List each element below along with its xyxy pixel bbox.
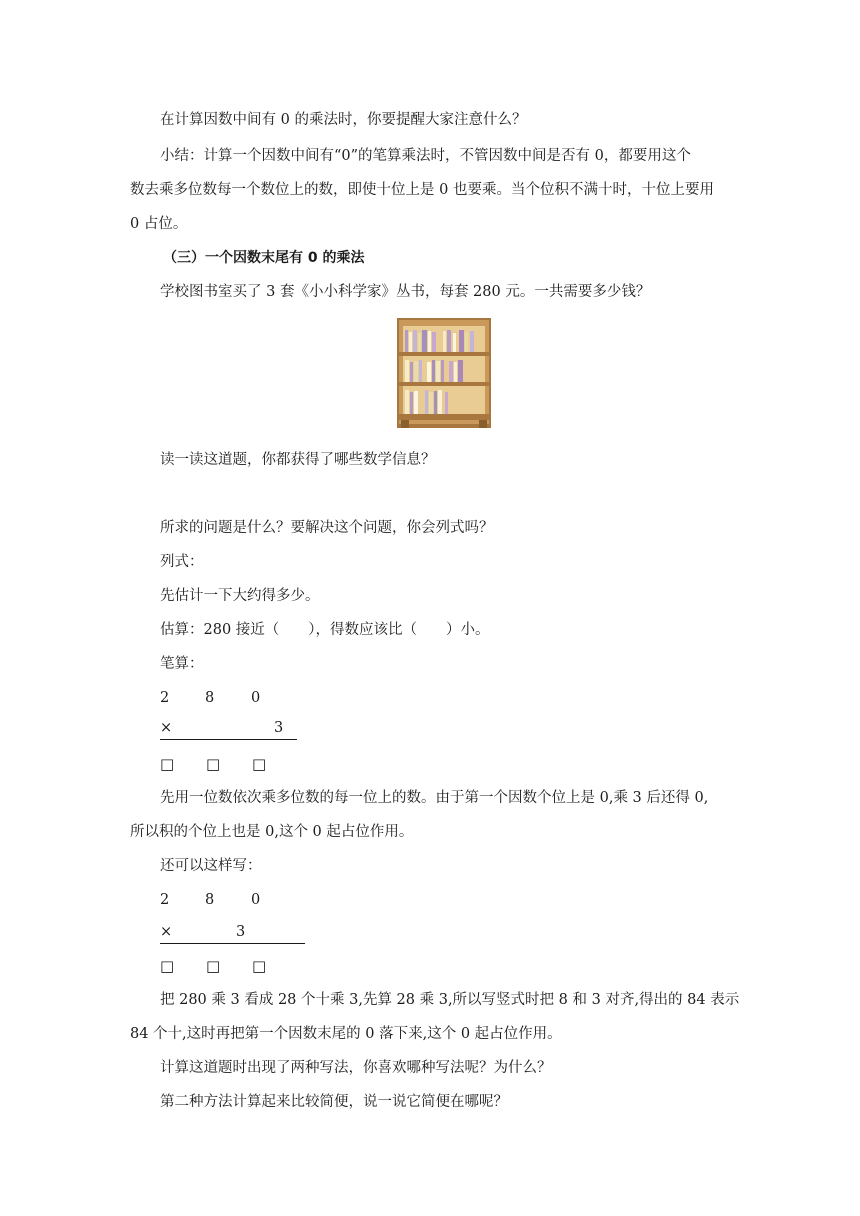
paragraph-attention: 在计算因数中间有 0 的乘法时，你要提醒大家注意什么？ [160, 112, 527, 128]
section-heading: （三）一个因数末尾有 0 的乘法 [163, 250, 365, 266]
estimate-intro: 先估计一下大约得多少。 [160, 588, 320, 604]
explanation-2-line-2: 84 个十,这时再把第一个因数末尾的 0 落下来,这个 0 起占位作用。 [130, 1026, 562, 1042]
compare-question: 计算这道题时出现了两种写法，你喜欢哪种写法呢？为什么？ [160, 1060, 552, 1076]
calc1-digit: 2 [160, 690, 170, 706]
formula-label: 列式： [160, 554, 204, 570]
bookcase-icon [397, 318, 491, 428]
read-prompt: 读一读这道题，你都获得了哪些数学信息？ [160, 452, 436, 468]
answer-box: □ [206, 957, 221, 975]
calc1-multiplier: 3 [274, 720, 284, 736]
calc2-multiplier: 3 [236, 924, 246, 940]
calc2-digit: 8 [205, 892, 215, 908]
answer-box: □ [252, 755, 267, 773]
calc1-multiplicand [160, 688, 280, 708]
calc1-digit: 0 [251, 690, 261, 706]
calc2-digit: 2 [160, 892, 170, 908]
answer-box: □ [160, 957, 175, 975]
simpler-question: 第二种方法计算起来比较简便，说一说它简便在哪呢？ [160, 1094, 508, 1110]
answer-box: □ [252, 957, 267, 975]
word-problem: 学校图书室买了 3 套《小小科学家》丛书，每套 280 元。一共需要多少钱？ [160, 284, 651, 300]
calc2-multiplicand [160, 890, 280, 910]
alternative-label: 还可以这样写： [160, 858, 262, 874]
times-sign: × [160, 720, 173, 736]
calc2-underline [160, 943, 305, 944]
summary-line-2: 数去乘多位数每一个数位上的数，即使十位上是 0 也要乘。当个位积不满十时，十位上要用 [130, 182, 714, 198]
explanation-1-line-1: 先用一位数依次乘多位数的每一位上的数。由于第一个因数个位上是 0,乘 3 后还得 0, [160, 790, 709, 806]
calc2-product-boxes [160, 956, 280, 976]
summary-line-1: 小结：计算一个因数中间有“0”的笔算乘法时，不管因数中间是否有 0，都要用这个 [160, 148, 691, 164]
written-calc-label: 笔算： [160, 656, 204, 672]
calc1-underline [160, 739, 297, 740]
explanation-1-line-2: 所以积的个位上也是 0,这个 0 起占位作用。 [130, 824, 414, 840]
calc1-multiplier-row [160, 720, 297, 740]
estimate-line: 估算：280 接近（ ），得数应该比（ ）小。 [160, 622, 490, 638]
calc2-digit: 0 [251, 892, 261, 908]
question-prompt: 所求的问题是什么？要解决这个问题，你会列式吗？ [160, 520, 494, 536]
calc1-product-boxes [160, 754, 280, 774]
answer-box: □ [206, 755, 221, 773]
calc1-digit: 8 [205, 690, 215, 706]
calc2-multiplier-row [160, 924, 305, 944]
summary-line-3: 0 占位。 [130, 216, 188, 232]
answer-box: □ [160, 755, 175, 773]
explanation-2-line-1: 把 280 乘 3 看成 28 个十乘 3,先算 28 乘 3,所以写竖式时把 8 和 3 对齐,得出的 84 表示 [160, 992, 740, 1008]
times-sign: × [160, 924, 173, 940]
